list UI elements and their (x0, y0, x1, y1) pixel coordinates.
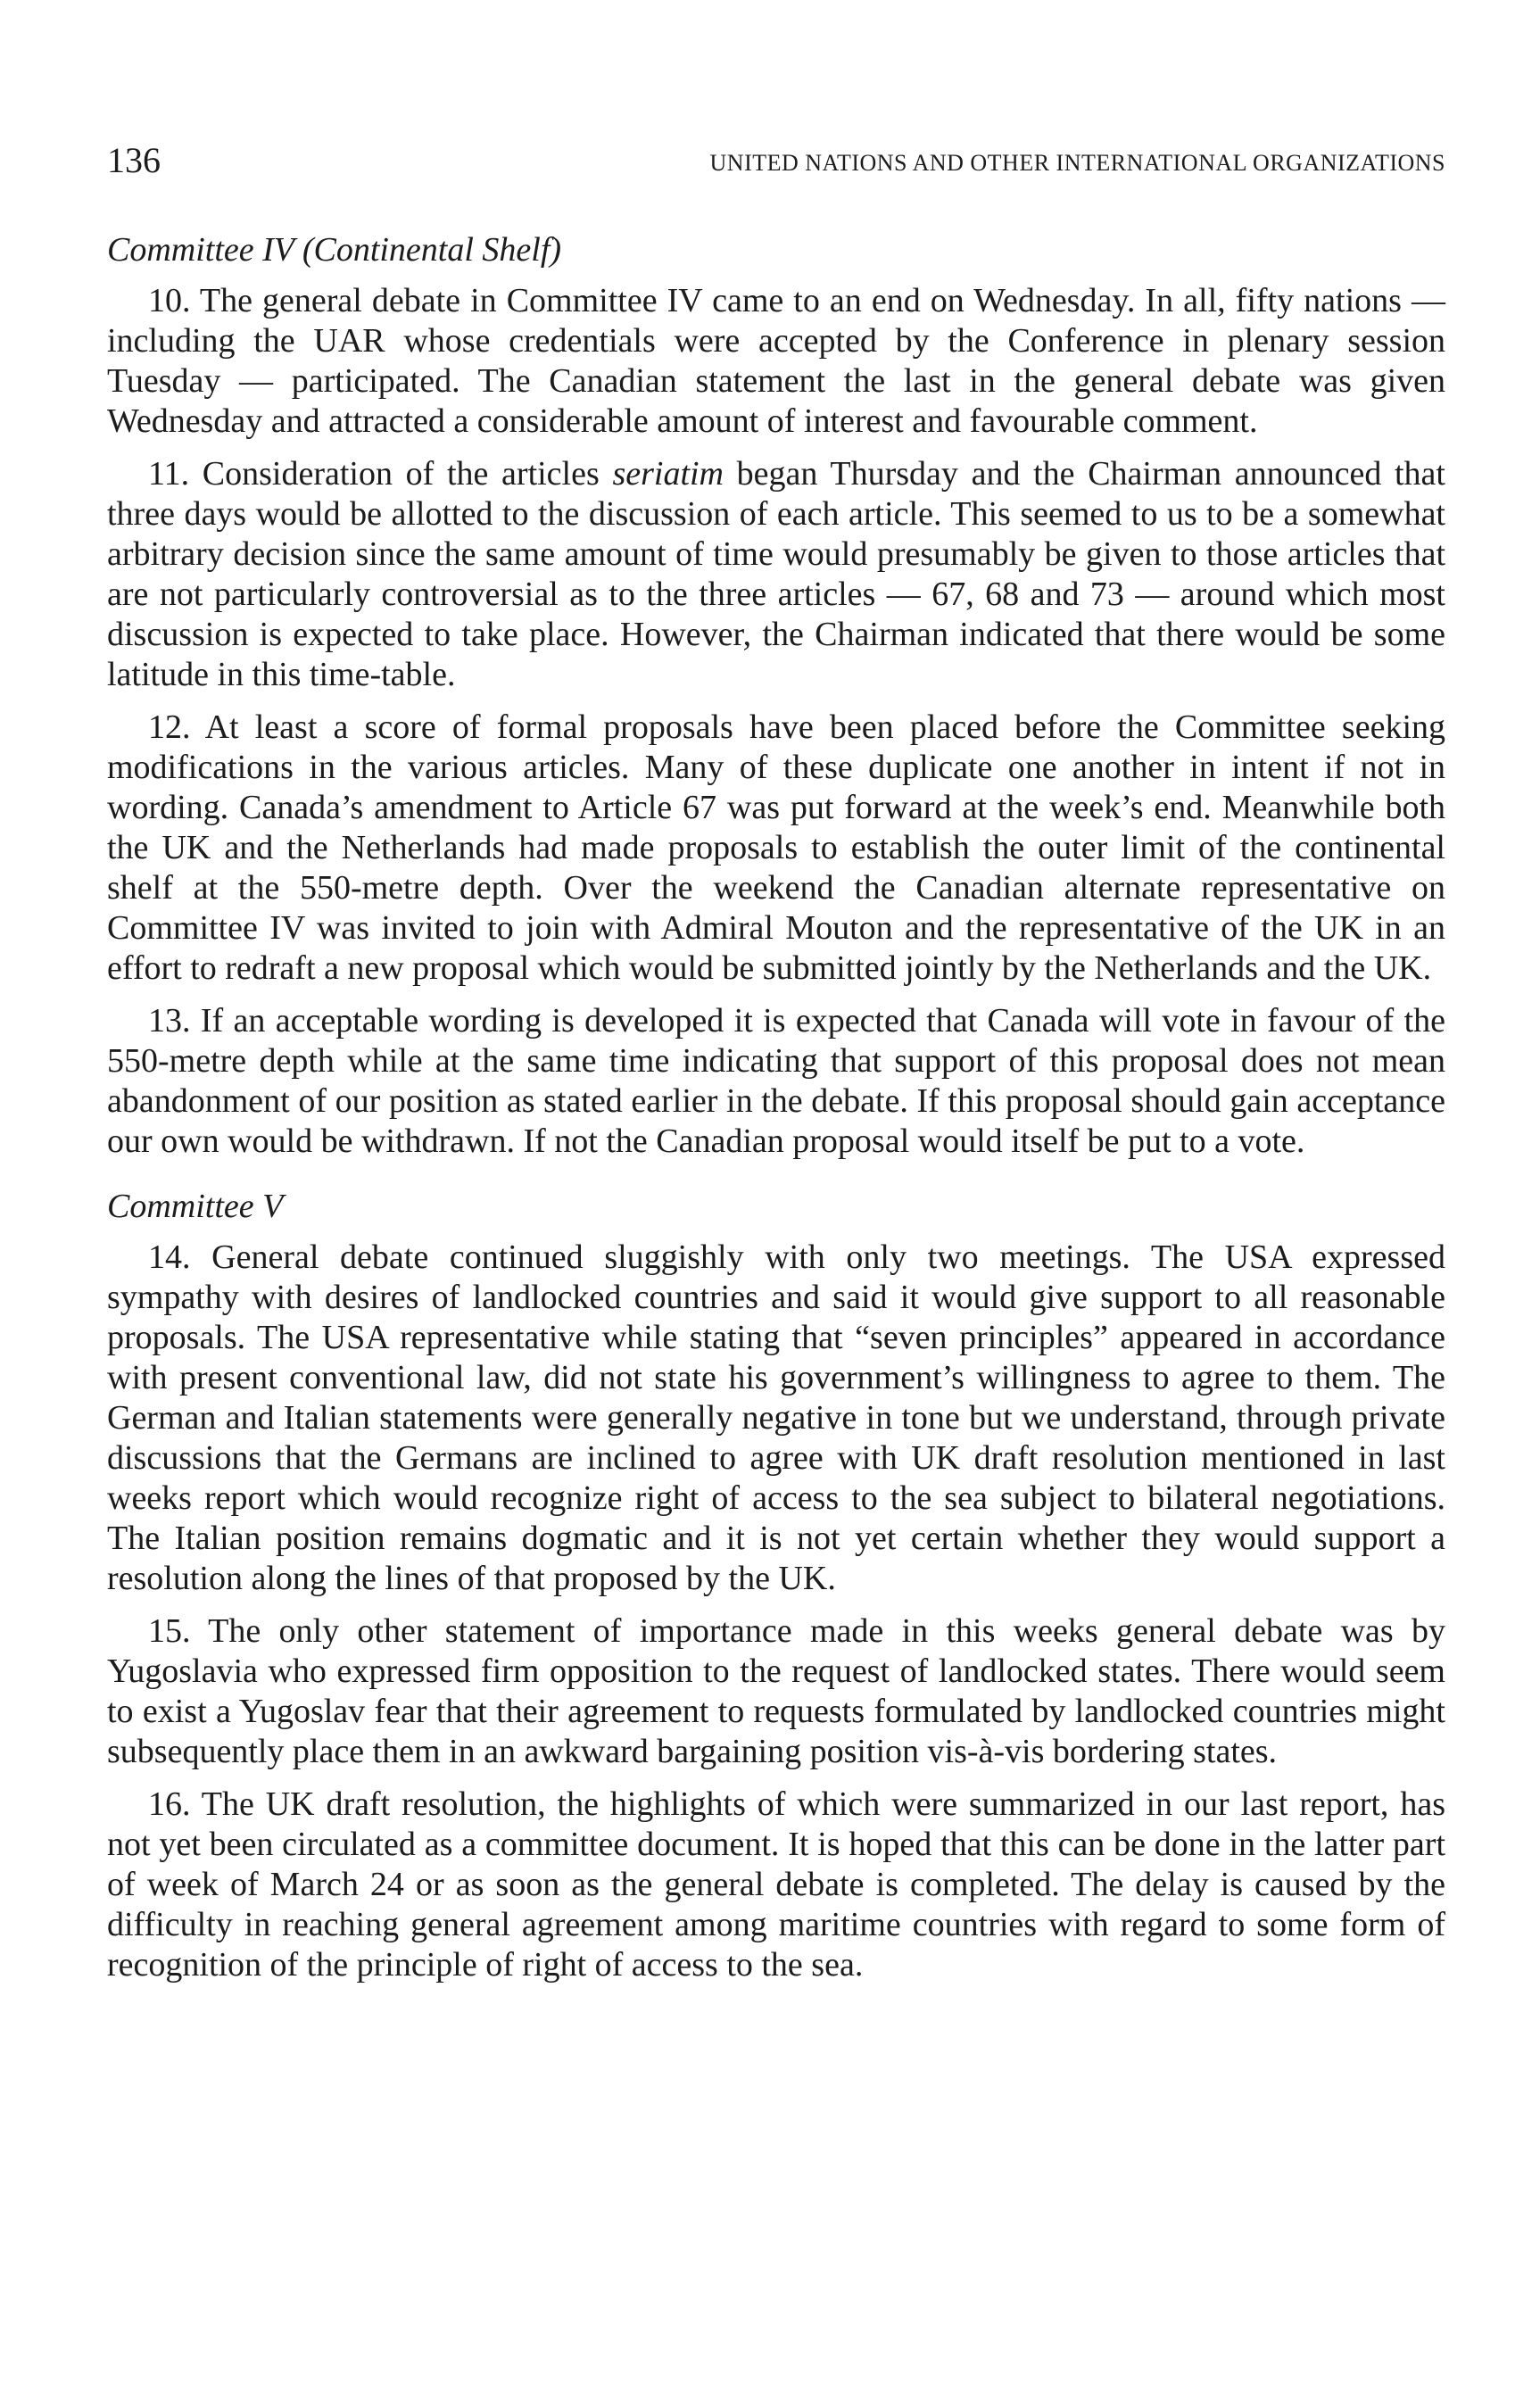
paragraph-text: The general debate in Committee IV came to an end on Wednesday. In all, fifty nations — including the UAR whose credentials were accepted by the Conference in plenary session Tuesday — participated. The Canadian statement the last in the general debate was given Wednesday and attracted a considerable amount of interest and favourable comment. (107, 282, 1445, 440)
paragraph-text: General debate continued sluggishly with only two meetings. The USA expressed sympathy with desires of landlocked countries and said it would give support to all reasonable proposals. The USA representative while stating that “seven principles” appeared in accordance with present conventional law, did not state his government’s willingness to agree to them. The German and Italian statements were generally negative in tone but we understand, through private discussions that the Germans are inclined to agree with UK draft resolution mentioned in last weeks report which would recognize right of access to the sea subject to bilateral negotiations. The Italian position remains dogmatic and it is not yet certain whether they would support a resolution along the lines of that proposed by the UK. (107, 1238, 1445, 1597)
section-heading-committee-v: Committee V (107, 1188, 284, 1225)
paragraph-number: 13. (148, 1002, 191, 1039)
paragraph-text: If an acceptable wording is developed it is expected that Canada will vote in favour of the 550-metre depth while at the same time indicating that support of this proposal does not mean abandonment of our position as stated earlier in the debate. If this proposal should gain acceptance our own would be withdrawn. If not the Canadian proposal would itself be put to a vote. (107, 1002, 1445, 1160)
paragraph-text: Consideration of the articles (202, 455, 600, 493)
paragraph-number: 16. (148, 1785, 191, 1823)
paragraph-text: The UK draft resolution, the highlights of which were summarized in our last report, has not yet been circulated as a committee document. It is hoped that this can be done in the latter part of week of March 24 or as soon as the general debate is completed. The delay is caused by the difficulty in reaching general agreement among maritime countries with regard to some form of recognition of the principle of right of access to the sea. (107, 1785, 1445, 1984)
document-body (107, 230, 1445, 1998)
paragraph-13 (107, 1001, 1445, 1162)
paragraph-number: 11. (148, 455, 190, 493)
paragraph-number: 12. (148, 708, 191, 746)
paragraph-10 (107, 281, 1445, 442)
paragraph-12 (107, 708, 1445, 989)
paragraph-16 (107, 1785, 1445, 1985)
section-heading-committee-iv: Committee IV (Continental Shelf) (107, 231, 562, 269)
running-head (107, 134, 1445, 187)
paragraph-number: 15. (148, 1612, 191, 1650)
paragraph-number: 10. (148, 282, 191, 319)
paragraph-text: The only other statement of importance made in this weeks general debate was by Yugoslavia who expressed firm opposition to the request of landlocked states. There would seem to exist a Yugoslav fear that their agreement to requests formulated by landlocked countries might subsequently place them in an awkward bargaining position vis-à-vis bordering states. (107, 1612, 1445, 1770)
emphasis-seriatim: seriatim (612, 455, 724, 493)
paragraph-text: began Thursday and the Chairman announced that three days would be allotted to the discussion of each article. This seemed to us to be a somewhat arbitrary decision since the same amount of time would presumably be given to those articles that are not particularly controversial as to the three articles — 67, 68 and 73 — around which most discussion is expected to take place. However, the Chairman indicated that there would be some latitude in this time-table. (107, 455, 1445, 693)
paragraph-14 (107, 1238, 1445, 1599)
paragraph-11 (107, 454, 1445, 695)
page-number: 136 (107, 140, 161, 180)
paragraph-15 (107, 1611, 1445, 1772)
paragraph-number: 14. (148, 1238, 191, 1276)
running-title: UNITED NATIONS AND OTHER INTERNATIONAL ORGANIZATIONS (709, 150, 1445, 176)
paragraph-text: At least a score of formal proposals have been placed before the Committee seeking modifications in the various articles. Many of these duplicate one another in intent if not in wording. Canada’s amendment to Article 67 was put forward at the week’s end. Meanwhile both the UK and the Netherlands had made proposals to establish the outer limit of the continental shelf at the 550-metre depth. Over the weekend the Canadian alternate representative on Committee IV was invited to join with Admiral Mouton and the representative of the UK in an effort to redraft a new proposal which would be submitted jointly by the Netherlands and the UK. (107, 708, 1446, 987)
